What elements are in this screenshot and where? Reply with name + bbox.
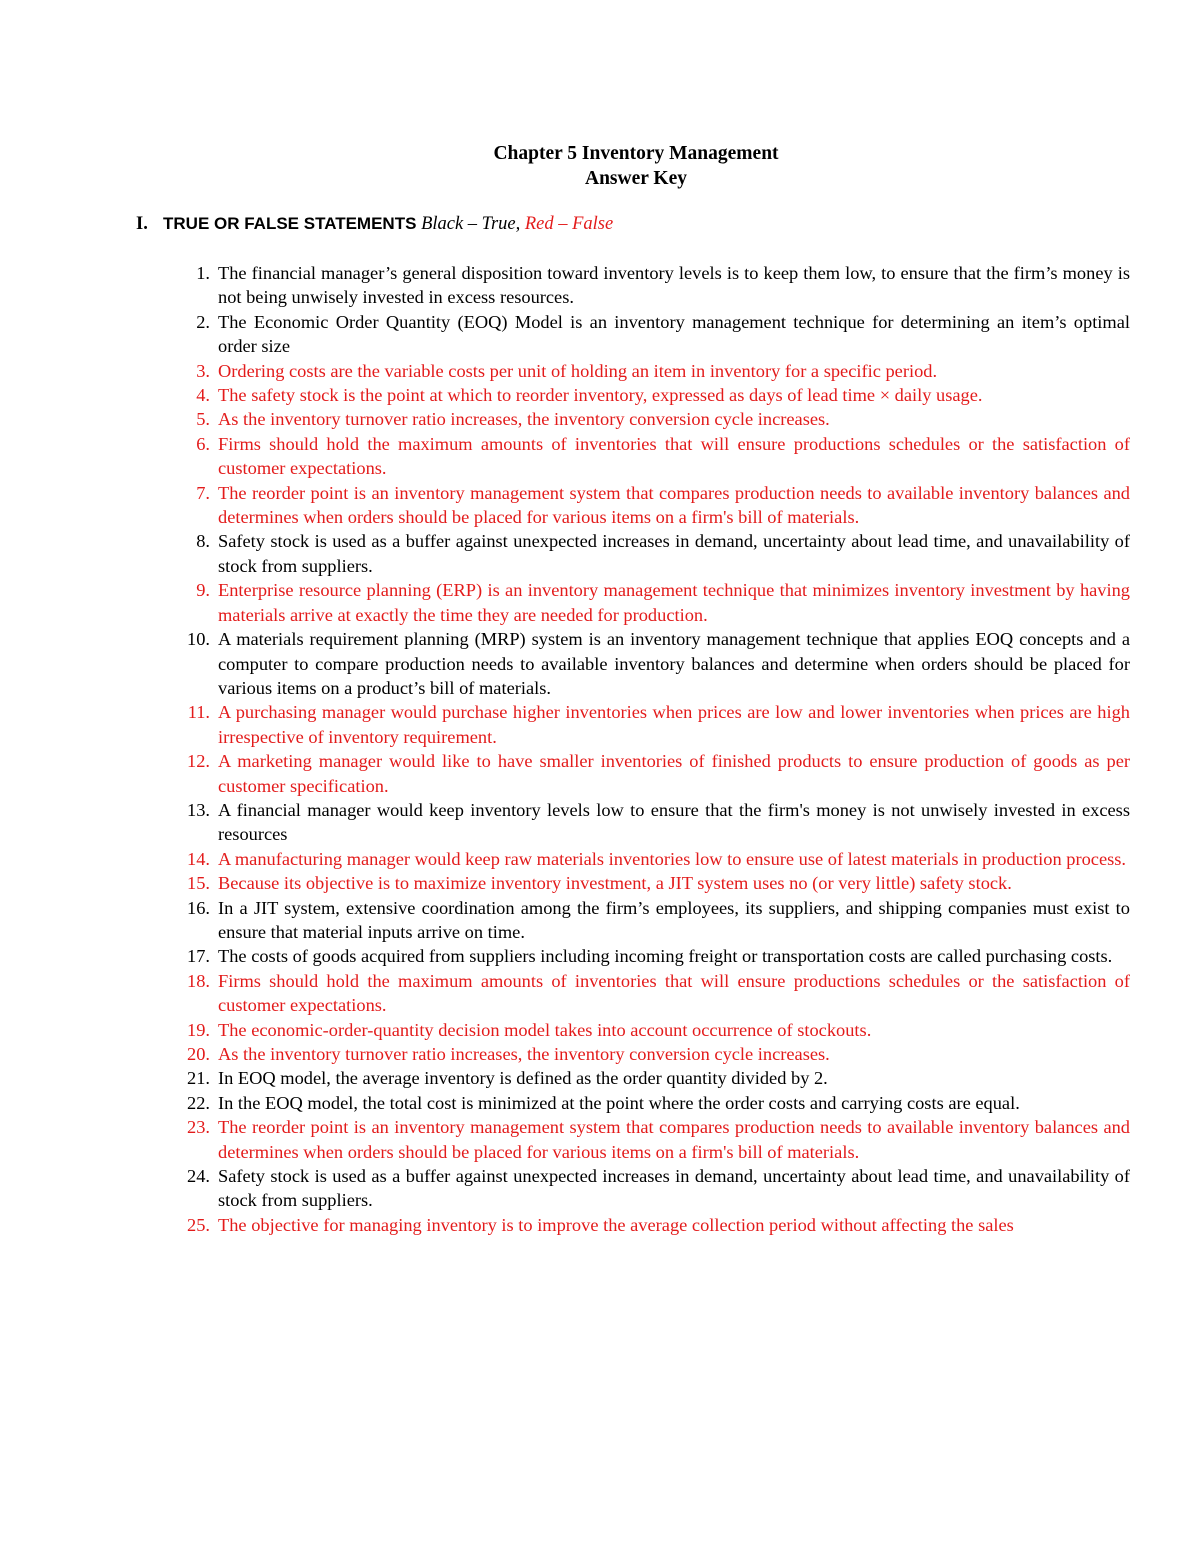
statement-text: The reorder point is an inventory management system that compares production needs to available inventory balances and determines when orders should be placed for various items on a firm's bill of materials. <box>218 482 1130 528</box>
statement-item <box>0 481 1130 530</box>
statement-number: 2. <box>196 311 210 332</box>
statement-number: 14. <box>187 848 210 869</box>
statement-text: The financial manager’s general disposition toward inventory levels is to keep them low, to ensure that the firm’s money is not being unwisely invested in excess resources. <box>218 263 1130 308</box>
statement-text: A purchasing manager would purchase higher inventories when prices are low and lower inventories when prices are high irrespective of inventory requirement. <box>218 702 1130 747</box>
statement-text: As the inventory turnover ratio increases, the inventory conversion cycle increases. <box>218 1044 830 1064</box>
statement-text: Firms should hold the maximum amounts of inventories that will ensure productions schedules or the satisfaction of customer expectations. <box>218 970 1130 1016</box>
statement-text: Firms should hold the maximum amounts of inventories that will ensure productions schedules or the satisfaction of customer expectations. <box>218 433 1130 479</box>
statement-item <box>0 432 1130 481</box>
statement-text: Safety stock is used as a buffer against unexpected increases in demand, uncertainty about lead time, and unavailability of stock from suppliers. <box>218 531 1130 576</box>
statement-number: 7. <box>196 482 210 503</box>
section-title: TRUE OR FALSE STATEMENTS <box>163 214 417 233</box>
statement-text: A manufacturing manager would keep raw materials inventories low to ensure use of latest materials in production process. <box>218 848 1127 869</box>
statement-number: 23. <box>187 1117 210 1138</box>
statement-number: 15. <box>187 873 210 894</box>
statement-text: The Economic Order Quantity (EOQ) Model is an inventory management technique for determining an item’s optimal order size <box>218 311 1130 357</box>
statement-item <box>0 407 1130 431</box>
statement-item <box>0 969 1130 1018</box>
section-number: I. <box>136 214 148 234</box>
statement-number: 5. <box>196 409 210 430</box>
legend-true: Black – True, <box>421 214 521 234</box>
statement-number: 20. <box>187 1044 210 1064</box>
document-subtitle: Answer Key <box>584 168 687 189</box>
statement-number: 18. <box>187 970 210 991</box>
statement-text: A marketing manager would like to have smaller inventories of finished products to ensure production of goods as per customer specification. <box>218 751 1130 796</box>
statement-number: 24. <box>187 1166 210 1187</box>
statement-number: 16. <box>187 897 210 918</box>
statement-item <box>0 944 1130 968</box>
statement-item <box>0 1115 1130 1164</box>
statement-text: The reorder point is an inventory management system that compares production needs to available inventory balances and determines when orders should be placed for various items on a firm's bill of materials. <box>218 1117 1130 1162</box>
statement-item <box>0 700 1130 749</box>
legend-false: Red – False <box>524 214 614 234</box>
statement-text: The objective for managing inventory is to improve the average collection period without affecting the sales <box>218 1214 1014 1235</box>
statement-text: In a JIT system, extensive coordination among the firm’s employees, its suppliers, and shipping companies must exist to ensure that material inputs arrive on time. <box>218 897 1130 942</box>
statement-text: Enterprise resource planning (ERP) is an inventory management technique that minimizes inventory investment by having materials arrive at exactly the time they are needed for production. <box>218 580 1130 625</box>
statement-item <box>0 847 1130 871</box>
statement-item <box>0 578 1130 627</box>
statement-item <box>0 383 1130 407</box>
statement-number: 9. <box>196 580 210 601</box>
document-title: Chapter 5 Inventory Management <box>493 143 779 164</box>
statement-item <box>0 1066 1130 1090</box>
title-block <box>0 141 1200 191</box>
statement-item <box>0 627 1130 700</box>
statement-item <box>0 798 1130 847</box>
statement-list <box>0 261 1200 1237</box>
statement-text: A financial manager would keep inventory levels low to ensure that the firm's money is not unwisely invested in excess resources <box>218 799 1130 845</box>
statement-text: In the EOQ model, the total cost is minimized at the point where the order costs and carrying costs are equal. <box>218 1092 1020 1113</box>
statement-number: 3. <box>196 360 210 381</box>
statement-item <box>0 529 1130 578</box>
statement-number: 1. <box>196 263 210 283</box>
statement-item <box>0 1018 1130 1042</box>
statement-number: 10. <box>187 629 210 650</box>
statement-item <box>0 359 1130 383</box>
statement-number: 22. <box>187 1092 210 1113</box>
statement-number: 17. <box>187 946 210 967</box>
section-heading <box>136 211 613 237</box>
statement-text: The economic-order-quantity decision model takes into account occurrence of stockouts. <box>218 1019 872 1040</box>
statement-item <box>0 1164 1130 1213</box>
statement-text: Safety stock is used as a buffer against unexpected increases in demand, uncertainty about lead time, and unavailability of stock from suppliers. <box>218 1166 1130 1211</box>
statement-item <box>0 749 1130 798</box>
statement-text: As the inventory turnover ratio increases, the inventory conversion cycle increases. <box>218 409 830 430</box>
statement-item <box>0 896 1130 945</box>
statement-text: A materials requirement planning (MRP) system is an inventory management technique that applies EOQ concepts and a computer to compare production needs to available inventory balances and determine when orders should be placed for various items on a product’s bill of materials. <box>218 629 1130 698</box>
statement-item <box>0 1091 1130 1115</box>
statement-item <box>0 261 1130 310</box>
statement-number: 19. <box>187 1019 210 1040</box>
statement-number: 4. <box>196 385 210 406</box>
statement-text: Because its objective is to maximize inventory investment, a JIT system uses no (or very little) safety stock. <box>218 873 1012 894</box>
statement-number: 25. <box>187 1214 210 1235</box>
statement-item <box>0 871 1130 895</box>
statement-number: 6. <box>196 433 210 454</box>
statement-item <box>0 1042 1130 1066</box>
statement-number: 11. <box>187 702 210 723</box>
statement-number: 13. <box>187 799 210 820</box>
statement-item <box>0 1213 1130 1237</box>
statement-text: The safety stock is the point at which to reorder inventory, expressed as days of lead time × daily usage. <box>218 385 983 406</box>
statement-text: In EOQ model, the average inventory is defined as the order quantity divided by 2. <box>218 1068 828 1089</box>
statement-number: 21. <box>187 1068 210 1089</box>
statement-number: 12. <box>187 751 210 772</box>
statement-text: The costs of goods acquired from suppliers including incoming freight or transportation costs are called purchasing costs. <box>218 946 1113 967</box>
statement-text: Ordering costs are the variable costs per unit of holding an item in inventory for a specific period. <box>218 360 938 381</box>
statement-item <box>0 310 1130 359</box>
statement-number: 8. <box>196 531 210 552</box>
